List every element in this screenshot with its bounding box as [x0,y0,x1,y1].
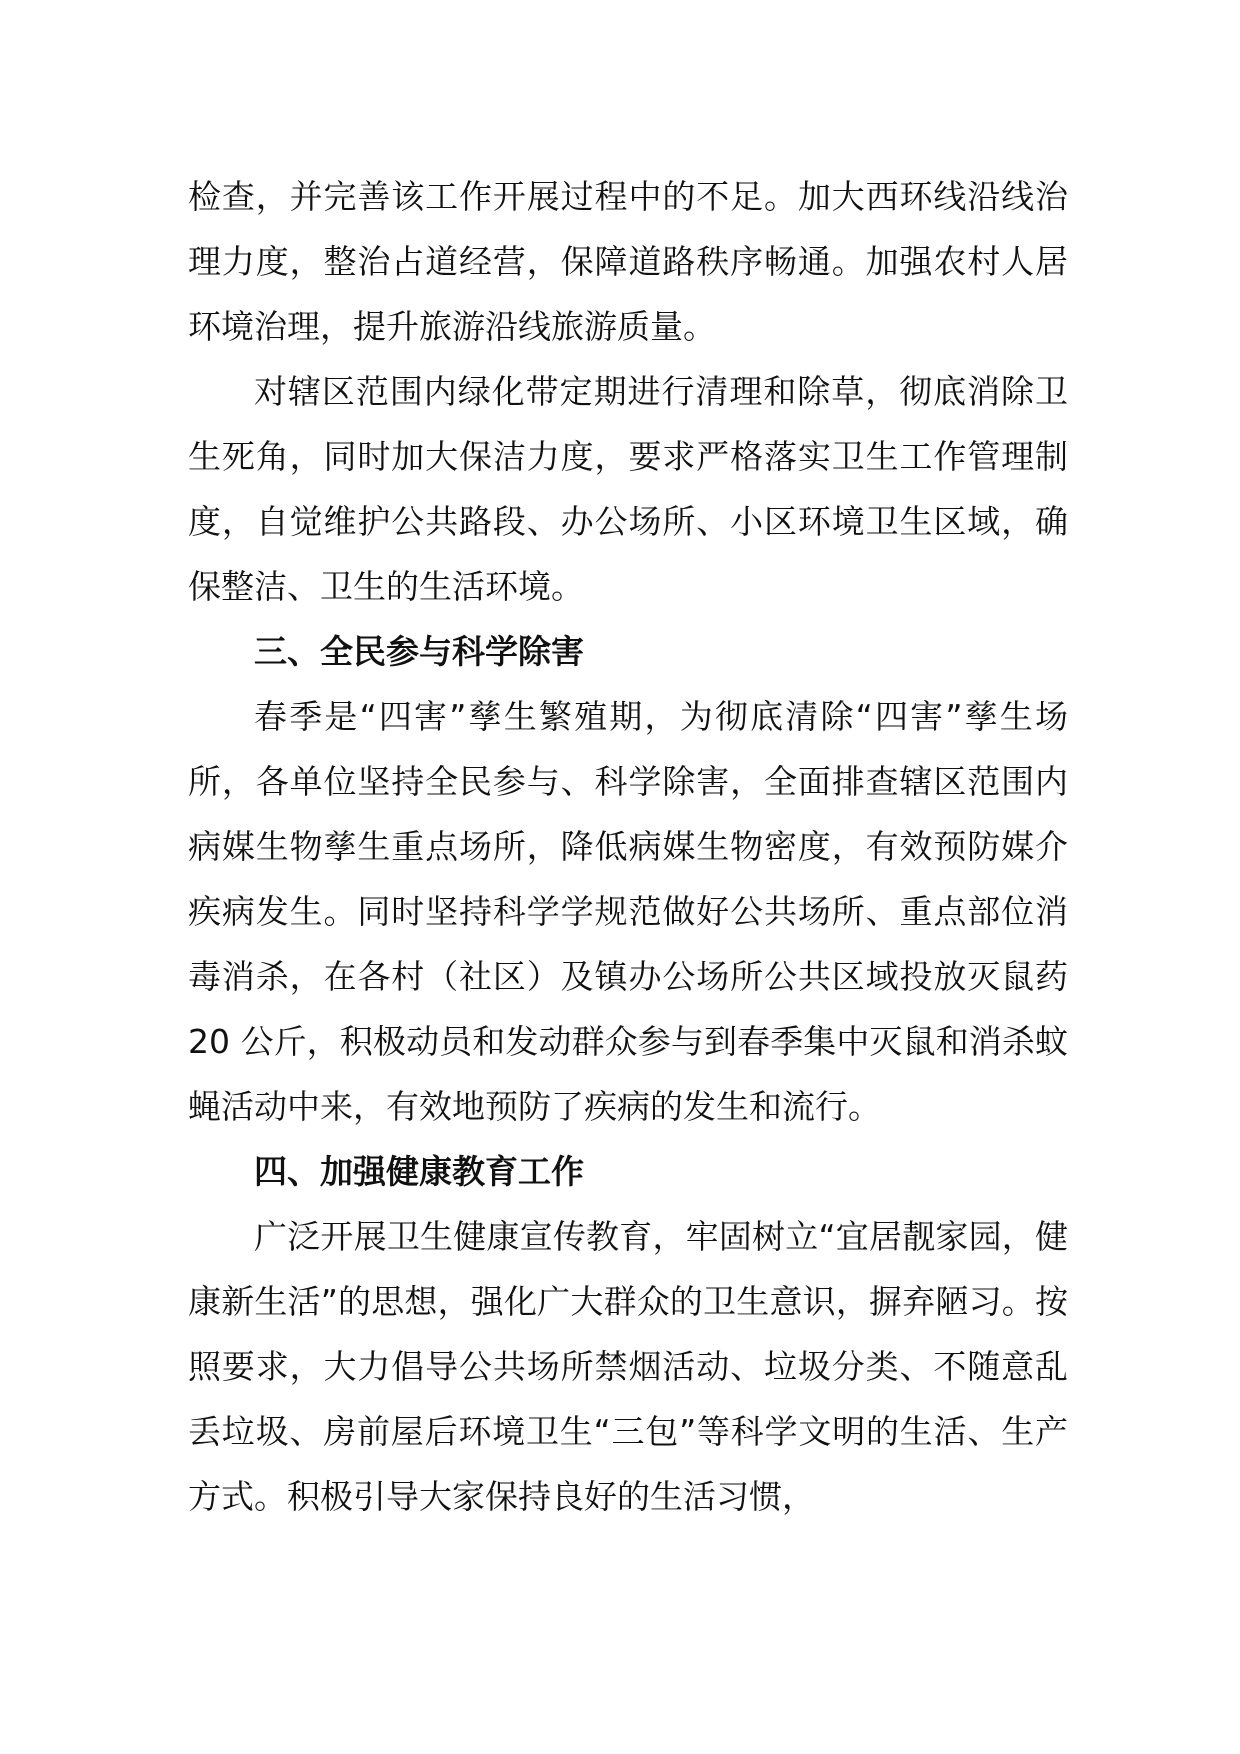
section-heading-health-education: 四、加强健康教育工作 [254,1152,584,1191]
paragraph-continued-inspection: 检查，并完善该工作开展过程中的不足。加大西环线沿线治理力度，整治占道经营，保障道路秩序畅通。加强农村人居环境治理，提升旅游沿线旅游质量。 [188,177,1068,346]
paragraph-pest-control: 春季是“四害”孳生繁殖期，为彻底清除“四害”孳生场所，各单位坚持全民参与、科学除害，全面排查辖区范围内病媒生物孳生重点场所，降低病媒生物密度，有效预防媒介疾病发生。同时坚持科学学规范做好公共场所、重点部位消毒消杀，在各村（社区）及镇办公场所公共区域投放灭鼠药 20 公斤，积极动员和发动群众参与到春季集中灭鼠和消杀蚊蝇活动中来，有效地预防了疾病的发生和流行。 [188,697,1068,1126]
paragraph-health-education: 广泛开展卫生健康宣传教育，牢固树立“宜居靓家园，健康新生活”的思想，强化广大群众的卫生意识，摒弃陋习。按照要求，大力倡导公共场所禁烟活动、垃圾分类、不随意乱丢垃圾、房前屋后环境卫生“三包”等科学文明的生活、生产方式。积极引导大家保持良好的生活习惯， [188,1217,1068,1516]
section-heading-pest-control: 三、全民参与科学除害 [254,632,584,671]
paragraph-greenbelt-cleaning: 对辖区范围内绿化带定期进行清理和除草，彻底消除卫生死角，同时加大保洁力度，要求严格落实卫生工作管理制度，自觉维护公共路段、办公场所、小区环境卫生区域，确保整洁、卫生的生活环境。 [188,372,1068,606]
document-body [188,164,1068,1529]
